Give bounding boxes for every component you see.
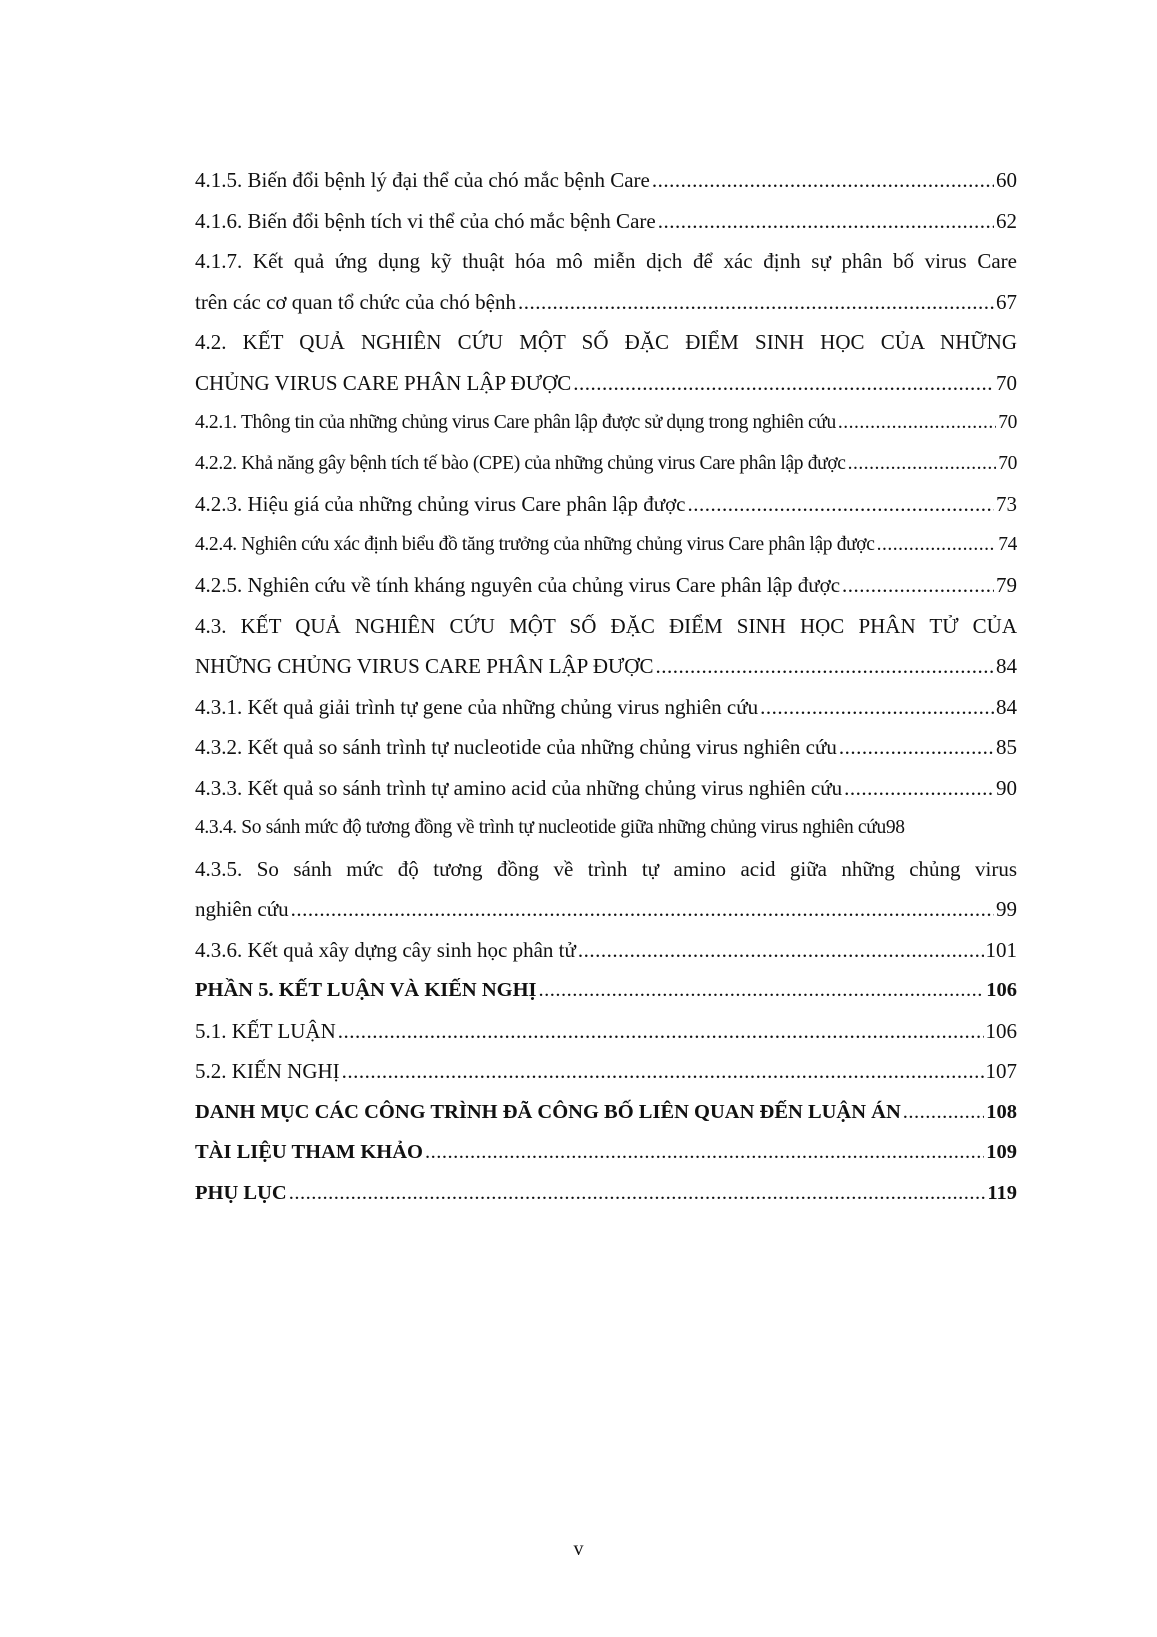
toc-leader-dots [760,687,994,728]
toc-leader-dots [652,160,994,201]
page-number: v [573,1538,584,1560]
toc-entry-title: 4.2.1. Thông tin của những chủng virus Care phân lập được sử dụng trong nghiên cứu [195,412,836,433]
toc-entry[interactable] [195,1051,1017,1092]
toc-entry-page: 99 [996,897,1017,921]
toc-entry-title: 4.3.3. Kết quả so sánh trình tự amino acid của những chủng virus nghiên cứu [195,775,843,800]
toc-entry[interactable] [195,1092,1017,1133]
toc-entry[interactable] [195,889,1017,930]
toc-leader-dots [289,1173,986,1214]
toc-leader-dots [291,889,994,930]
toc-leader-dots [688,484,995,525]
toc-entry-page: 67 [996,289,1017,314]
toc-entry-page: 98 [885,817,905,838]
toc-entry-title: 4.1.6. Biến đổi bệnh tích vi thể của chó mắc bệnh Care [195,208,656,233]
toc-leader-dots [655,646,994,687]
toc-entry-page: 62 [996,208,1017,233]
toc-entry-page: 74 [998,533,1017,555]
toc-leader-dots [844,768,994,809]
toc-entry[interactable] [195,363,1017,404]
toc-entry-page: 119 [987,1181,1017,1204]
toc-entry-title: 5.1. KẾT LUẬN [195,1018,336,1043]
toc-leader-dots [578,930,984,971]
toc-entry-page: 84 [996,694,1017,719]
toc-entry[interactable] [195,808,1017,849]
toc-entry-page: 73 [996,492,1017,516]
toc-entry[interactable] [195,565,1017,606]
toc-leader-dots [877,525,997,566]
toc-entry-title: 4.2.3. Hiệu giá của những chủng virus Care phân lập được [195,492,686,516]
toc-entry[interactable] [195,970,1017,1011]
toc-entry[interactable] [195,1011,1017,1052]
toc-leader-dots [425,1132,984,1173]
toc-leader-dots [903,1092,984,1133]
toc-entry-title: 4.3.4. So sánh mức độ tương đồng về trình tự nucleotide giữa những chủng virus nghiên cứu [195,817,886,838]
toc-entry[interactable] [195,768,1017,809]
toc-entry[interactable] [195,484,1017,525]
toc-leader-dots [839,727,994,768]
toc-entry[interactable] [195,403,1017,444]
toc-entry-title: PHẦN 5. KẾT LUẬN VÀ KIẾN NGHỊ [195,979,537,1001]
toc-entry[interactable] [195,687,1017,728]
toc-entry-page: 79 [996,573,1017,597]
toc-entry-line1[interactable]: 4.1.7. Kết quả ứng dụng kỹ thuật hóa mô miễn dịch để xác định sự phân bố virus Care [195,249,1017,273]
toc-leader-dots [842,565,994,606]
toc-leader-dots [838,403,996,444]
toc-entry[interactable] [195,1173,1017,1214]
toc-entry[interactable] [195,160,1017,201]
toc-entry[interactable] [195,727,1017,768]
toc-entry-page: 85 [996,735,1017,759]
toc-leader-dots [539,970,985,1011]
toc-entry[interactable] [195,444,1017,485]
toc-entry-title: 5.2. KIẾN NGHỊ [195,1059,340,1083]
toc-entry-title: PHỤ LỤC [195,1181,287,1204]
toc-entry-page: 90 [996,775,1017,800]
toc-leader-dots [342,1051,984,1092]
toc-entry[interactable] [195,1132,1017,1173]
toc-entry-title: DANH MỤC CÁC CÔNG TRÌNH ĐÃ CÔNG BỐ LIÊN QUAN ĐẾN LUẬN ÁN [195,1100,901,1123]
toc-entry-title: 4.2.4. Nghiên cứu xác định biểu đồ tăng trưởng của những chủng virus Care phân lập được [195,533,875,555]
toc-leader-dots [573,363,994,404]
toc-entry-title: CHỦNG VIRUS CARE PHÂN LẬP ĐƯỢC [195,370,572,395]
toc-entry[interactable] [195,525,1017,566]
toc-entry-title: nghiên cứu [195,897,289,921]
toc-entry-page: 84 [996,654,1017,678]
toc-entry-page: 108 [986,1100,1017,1123]
toc-entry-line1[interactable]: 4.2. KẾT QUẢ NGHIÊN CỨU MỘT SỐ ĐẶC ĐIỂM SINH HỌC CỦA NHỮNG [195,330,1017,354]
table-of-contents [195,160,1017,1213]
toc-entry-title: 4.2.2. Khả năng gây bệnh tích tế bào (CPE) của những chủng virus Care phân lập được [195,452,846,474]
toc-entry-title: 4.3.2. Kết quả so sánh trình tự nucleotide của những chủng virus nghiên cứu [195,735,837,759]
toc-entry-line1[interactable]: 4.3.5. So sánh mức độ tương đồng về trình tự amino acid giữa những chủng virus [195,856,1017,881]
toc-entry-page: 70 [996,370,1017,395]
toc-entry-page: 70 [998,412,1017,433]
toc-entry-title: TÀI LIỆU THAM KHẢO [195,1141,424,1163]
toc-entry[interactable] [195,282,1017,323]
toc-entry[interactable] [195,201,1017,242]
toc-entry-title: 4.3.1. Kết quả giải trình tự gene của những chủng virus nghiên cứu [195,694,759,719]
toc-leader-dots [518,282,994,323]
toc-leader-dots [338,1011,984,1052]
toc-entry-line1[interactable]: 4.3. KẾT QUẢ NGHIÊN CỨU MỘT SỐ ĐẶC ĐIỂM SINH HỌC PHÂN TỬ CỦA [195,613,1017,638]
toc-entry-page: 101 [985,937,1017,962]
toc-entry-title: 4.1.5. Biến đổi bệnh lý đại thể của chó mắc bệnh Care [195,168,650,192]
toc-leader-dots [658,201,994,242]
toc-entry-title: NHỮNG CHỦNG VIRUS CARE PHÂN LẬP ĐƯỢC [195,654,654,678]
toc-entry-title: 4.2.5. Nghiên cứu về tính kháng nguyên của chủng virus Care phân lập được [195,573,841,597]
toc-entry-title: trên các cơ quan tổ chức của chó bệnh [195,289,516,314]
toc-entry-page: 60 [996,168,1017,192]
toc-entry-page: 107 [985,1059,1017,1083]
toc-entry-page: 109 [986,1141,1017,1163]
toc-leader-dots [848,444,997,485]
toc-entry-page: 70 [998,452,1017,474]
toc-entry-page: 106 [985,1018,1017,1043]
toc-entry[interactable] [195,646,1017,687]
toc-entry-page: 106 [986,979,1017,1001]
toc-entry-title: 4.3.6. Kết quả xây dựng cây sinh học phân tử [195,937,576,962]
toc-entry[interactable] [195,930,1017,971]
